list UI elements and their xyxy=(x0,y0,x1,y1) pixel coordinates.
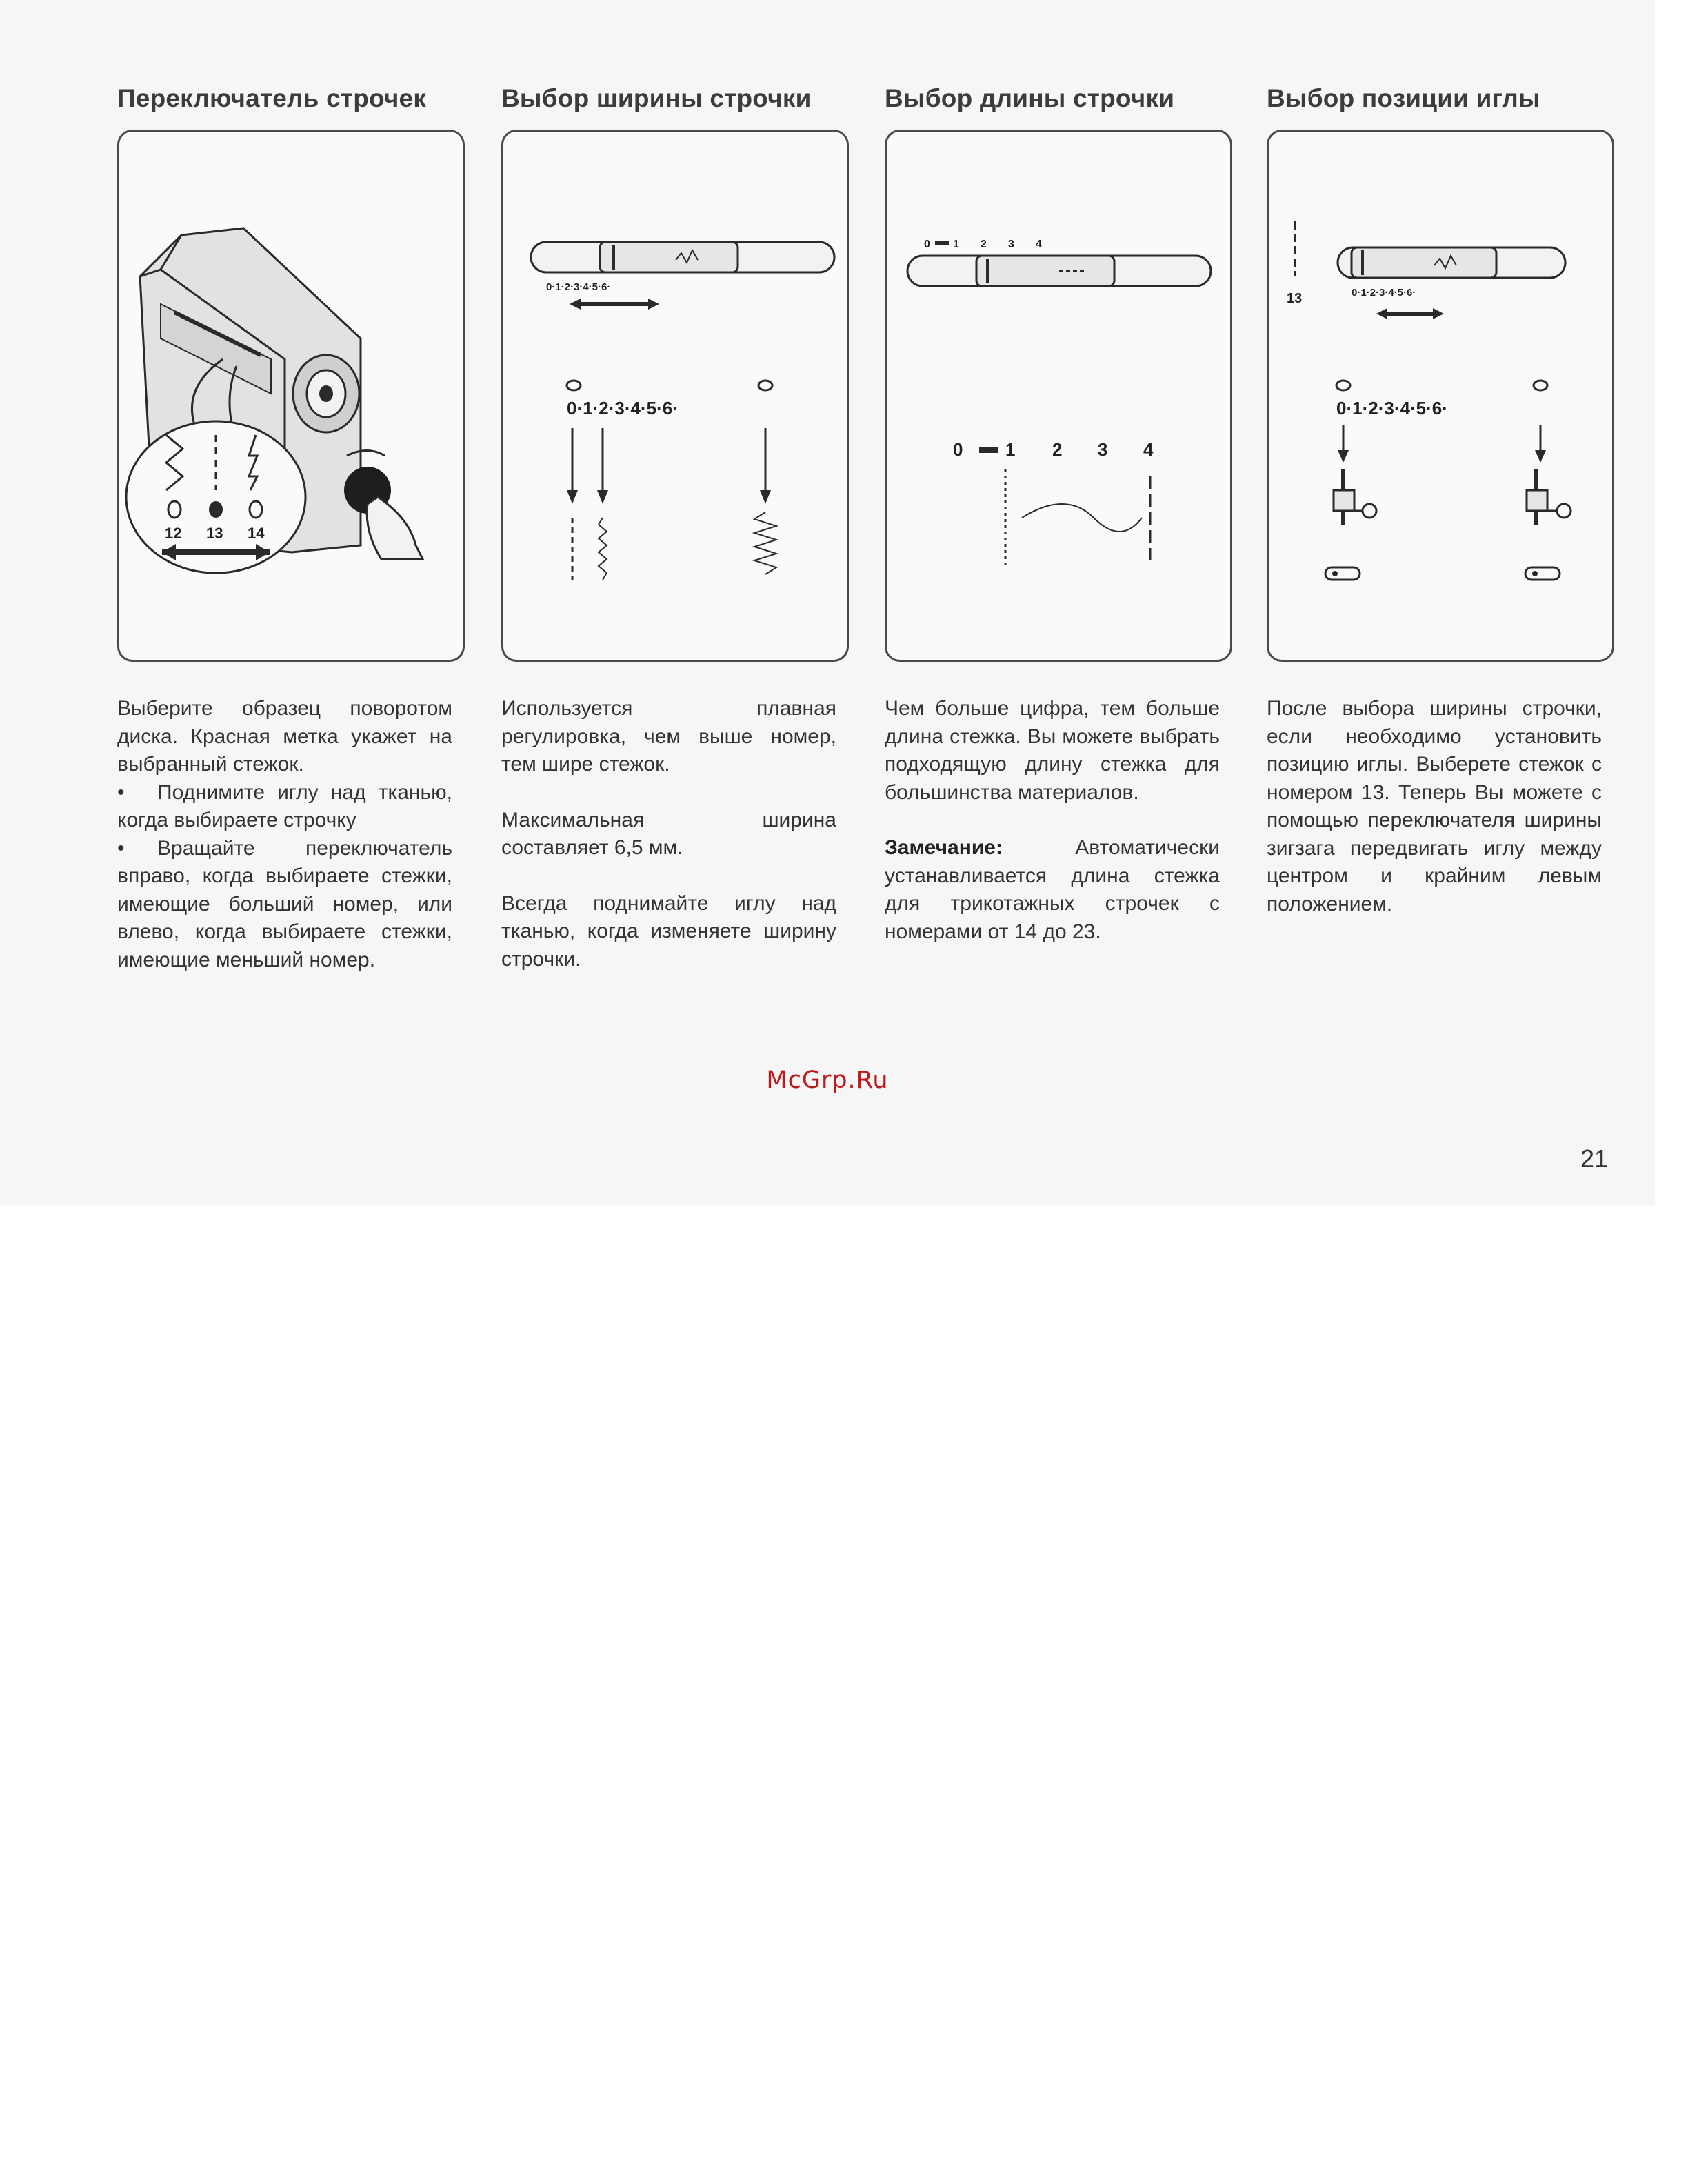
length-scale-small-3: 3 xyxy=(1008,239,1014,250)
text-stitch-width xyxy=(501,695,836,973)
length-scale-2: 2 xyxy=(1052,439,1063,460)
paragraph: Используется плавная регулировка, чем выше номер, тем шире стежок. xyxy=(501,697,836,776)
bullet-item: • Поднимите иглу над тканью, когда выбираете строчку xyxy=(117,779,452,835)
note-paragraph: Замечание: Автоматически устанавливается длина стежка для трикотажных строчек с номерами от 14 до 23. xyxy=(885,836,1220,943)
heading-stitch-length: Выбор длины строчки xyxy=(885,84,1175,112)
width-scale-small: 0·1·2·3·4·5·6· xyxy=(546,281,611,293)
heading-stitch-selector: Переключатель строчек xyxy=(117,84,427,112)
illustration-stitch-length xyxy=(885,130,1232,662)
length-scale-small-0: 0 xyxy=(924,239,930,250)
length-scale-small-1: 1 xyxy=(953,239,959,250)
mark-14: 14 xyxy=(248,525,265,542)
width-scale: 0·1·2·3·4·5·6· xyxy=(567,398,679,418)
length-scale-4: 4 xyxy=(1143,439,1154,460)
needle-position-figure xyxy=(1269,132,1616,664)
bullet-icon: • xyxy=(117,780,125,804)
length-scale-small-2: 2 xyxy=(981,239,987,250)
length-scale-small-4: 4 xyxy=(1036,239,1042,250)
paragraph: После выбора ширины строчки, если необходимо установить позицию иглы. Выберете стежок с номером 13. Теперь Вы можете с помощью переключателя ширины зигзага передвигать иглу между центром и крайним левым положением. xyxy=(1267,697,1602,916)
needle-scale: 0·1·2·3·4·5·6· xyxy=(1336,398,1448,418)
bullet-item: • Вращайте переключатель вправо, когда выбираете стежки, имеющие больший номер, или влево, когда выбираете стежки, имеющие меньший номер. xyxy=(117,835,452,975)
paragraph: Всегда поднимайте иглу над тканью, когда изменяете ширину строчки. xyxy=(501,891,836,971)
paragraph: Максимальная ширина составляет 6,5 мм. xyxy=(501,808,836,859)
mark-12: 12 xyxy=(165,525,182,542)
note-label: Замечание: xyxy=(885,836,1003,859)
paragraph: Выберите образец поворотом диска. Красная метка укажет на выбранный стежок. xyxy=(117,697,452,776)
heading-needle-position: Выбор позиции иглы xyxy=(1267,84,1540,112)
length-scale-1: 1 xyxy=(1005,439,1016,460)
paragraph: Чем больше цифра, тем больше длина стежка. Вы можете выбрать подходящую длину стежка для большинства материалов. xyxy=(885,697,1220,804)
text-stitch-selector xyxy=(117,695,452,974)
heading-stitch-width: Выбор ширины строчки xyxy=(501,84,812,112)
length-scale-0: 0 xyxy=(953,439,963,460)
sewing-machine-figure xyxy=(119,132,467,664)
illustration-stitch-width xyxy=(501,130,849,662)
length-scale-3: 3 xyxy=(1098,439,1108,460)
mark-13: 13 xyxy=(206,525,223,542)
needle-mark-13: 13 xyxy=(1287,291,1303,306)
bullet-icon: • xyxy=(117,836,125,860)
length-dial-figure xyxy=(887,132,1234,664)
illustration-needle-position xyxy=(1267,130,1614,662)
width-dial-figure xyxy=(503,132,851,664)
text-needle-position xyxy=(1267,695,1602,918)
text-stitch-length xyxy=(885,695,1220,946)
watermark: McGrp.Ru xyxy=(766,1066,889,1094)
page-number: 21 xyxy=(1580,1144,1609,1173)
needle-scale-small: 0·1·2·3·4·5·6· xyxy=(1352,287,1416,299)
illustration-stitch-selector xyxy=(117,130,465,662)
